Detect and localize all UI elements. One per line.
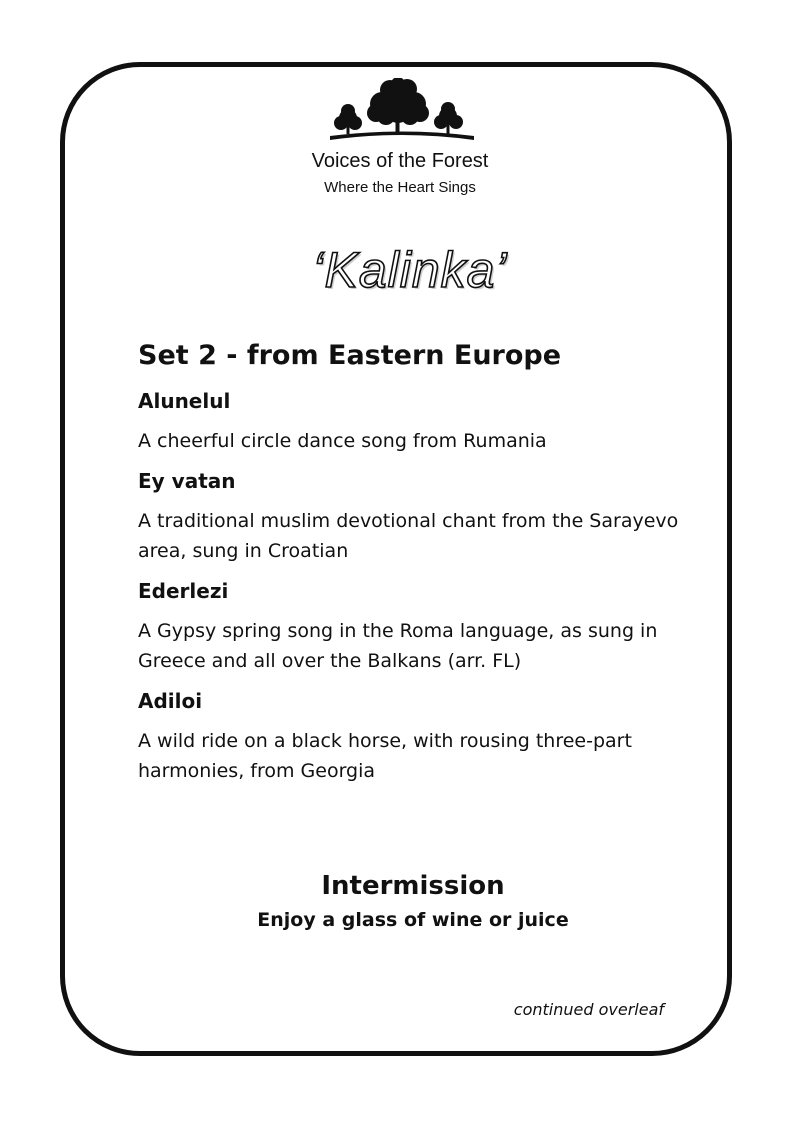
song-description: A traditional muslim devotional chant from the Sarayevo area, sung in Croatian [138, 510, 679, 562]
song-description: A Gypsy spring song in the Roma language, as sung in Greece and all over the Balkans (arr. FL) [138, 620, 658, 672]
forest-trees-icon [330, 78, 474, 144]
brand-name: Voices of the Forest [311, 150, 489, 172]
brand-tagline: Where the Heart Sings [324, 179, 476, 196]
song-title: Adiloi [138, 689, 203, 713]
song-title: Ey vatan [138, 469, 236, 493]
song-title: Ederlezi [138, 579, 229, 603]
set-listing [138, 336, 698, 796]
set-heading: Set 2 - from Eastern Europe [138, 340, 562, 371]
song-title: Alunelul [138, 389, 231, 413]
intermission-note: Enjoy a glass of wine or juice [257, 909, 569, 931]
intermission-heading: Intermission [321, 871, 505, 901]
song-description: A cheerful circle dance song from Rumania [138, 430, 547, 452]
continued-note: continued overleaf [513, 1000, 664, 1019]
song-description: A wild ride on a black horse, with rousing three-part harmonies, from Georgia [138, 730, 632, 782]
show-title: ‘Kalinka’ [312, 242, 508, 298]
